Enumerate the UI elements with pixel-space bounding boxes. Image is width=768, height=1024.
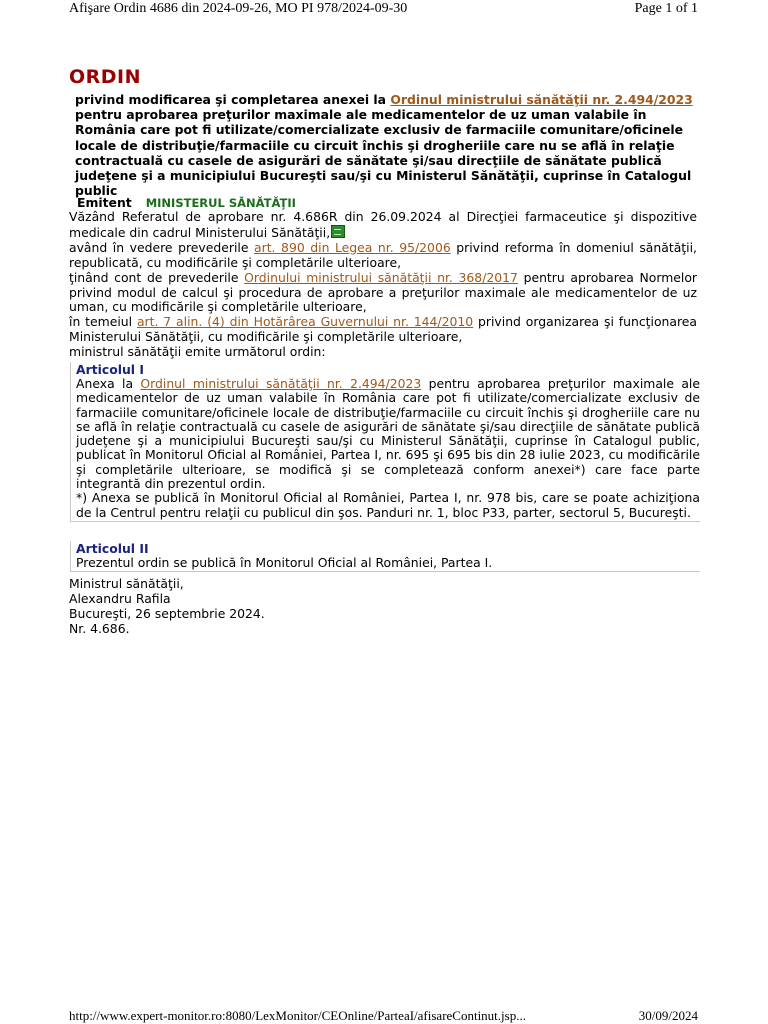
preamble-text: având în vedere prevederile [69, 239, 255, 255]
signature-number: Nr. 4.686. [69, 621, 130, 636]
order-2494-2023-link[interactable]: Ordinul ministrului sănătăţii nr. 2.494/2023 [140, 376, 422, 391]
document-title: ORDIN [69, 66, 142, 88]
hg-144-2010-link[interactable]: art. 7 alin. (4) din Hotărârea Guvernului nr. 144/2010 [136, 314, 474, 330]
article-i-footnote: *) Anexa se publică în Monitorul Oficial al României, Partea I, nr. 978 bis, care se poate achiziţiona de la Centrul pentru relaţii cu publicul din şos. Panduri nr. 1, bloc P33, parter, sectorul 5, Bucureşti. [76, 490, 700, 520]
preamble-text: ţinând cont de prevederile [69, 269, 245, 285]
subtitle-order-link[interactable]: Ordinul ministrului sănătăţii nr. 2.494/2023 [390, 92, 693, 107]
signature-place-date: Bucureşti, 26 septembrie 2024. [69, 606, 265, 621]
emitent-label: Emitent [77, 195, 132, 210]
article-ii [70, 541, 700, 572]
article-i-body [76, 377, 700, 520]
footer-date: 30/09/2024 [638, 1008, 698, 1023]
print-footer [69, 1007, 698, 1024]
signature-name: Alexandru Rafila [69, 591, 171, 606]
preamble-text: privind organizarea şi funcţionarea Ministerului Sănătăţii, cu modificările şi completările ulterioare, [69, 314, 698, 345]
preamble-text: pentru aprobarea Normelor privind modul de calcul şi procedura de aprobare a preţurilor maximale ale medicamentelor de uz uman, cu modificările şi completările ulterioare, [69, 269, 698, 315]
document-subtitle [75, 92, 695, 198]
signature-role: Ministrul sănătăţii, [69, 576, 184, 591]
article-ii-heading: Articolul II [76, 541, 149, 556]
preamble [69, 210, 697, 360]
preamble-closing: ministrul sănătăţii emite următorul ordin: [69, 344, 326, 360]
footer-url: http://www.expert-monitor.ro:8080/LexMonitor/CEOnline/ParteaI/afisareContinut.jsp... [69, 1008, 526, 1023]
article-text: Anexa la [76, 376, 141, 391]
preamble-referat-text: Văzând Referatul de aprobare nr. 4.686R din 26.09.2024 al Direcţiei farmaceutice şi dispozitive medicale din cadrul Ministerului Sănătăţii, [69, 209, 697, 240]
article-i-heading: Articolul I [76, 362, 144, 377]
article-i [70, 362, 700, 522]
signature-block [69, 576, 265, 636]
order-368-2017-link[interactable]: Ordinului ministrului sănătăţii nr. 368/2017 [244, 269, 518, 285]
preamble-paragraph [69, 241, 697, 271]
preamble-paragraph [69, 271, 697, 316]
preamble-text: privind reforma în domeniul sănătăţii, republicată, cu modificările şi completările ulterioare, [69, 239, 697, 270]
article-ii-paragraph: Prezentul ordin se publică în Monitorul Oficial al României, Partea I. [76, 555, 493, 570]
subtitle-text-before: privind modificarea şi completarea anexei la [75, 92, 391, 107]
article-i-paragraph [76, 377, 700, 491]
print-page-number: Page 1 of 1 [634, 1, 698, 16]
preamble-paragraph [69, 315, 697, 345]
preamble-paragraph [69, 210, 697, 241]
subtitle-text-after: pentru aprobarea preţurilor maximale ale medicamentelor de uz uman valabile în România care pot fi utilizate/comercializate exclusiv de farmaciile comunitare/oficinele locale de distribuţie/farmaciile cu circuit închis şi drogheriile care nu se află în relaţie contractuală cu casele de asigurări de sănătate şi/sau direcţiile de sănătate publică judeţene şi a municipiului Bucureşti sau/şi cu Ministerul Sănătăţii, cuprinse în Catalogul public [75, 107, 692, 199]
article-ii-body [76, 556, 700, 570]
preamble-text: în temeiul [69, 314, 137, 330]
print-header-title: Afişare Ordin 4686 din 2024-09-26, MO PI 978/2024-09-30 [69, 1, 408, 16]
law-95-2006-link[interactable]: art. 890 din Legea nr. 95/2006 [254, 239, 451, 255]
note-icon[interactable] [331, 225, 345, 238]
article-text: pentru aprobarea preţurilor maximale ale medicamentelor de uz uman valabile în România care pot fi utilizate/comercializate exclusiv de farmaciile comunitare/oficinele locale de distribuţie/farmaciile cu circuit închis şi drogheriile care nu se află în relaţie contractuală cu casele de asigurări de sănătate şi/sau direcţiile de sănătate publică judeţene şi a municipiului Bucureşti sau/şi cu Ministerul Sănătăţii, cuprinse în Catalogul public, publicat în Monitorul Oficial al României, Partea I, nr. 695 şi 695 bis din 28 iulie 2023, cu modificările şi completările ulterioare, se modifică şi se completează conform anexei*) care face parte integrantă din prezentul ordin. [76, 376, 701, 492]
print-header [69, 0, 698, 18]
emitent-issuer: MINISTERUL SĂNĂTĂŢII [145, 196, 296, 210]
